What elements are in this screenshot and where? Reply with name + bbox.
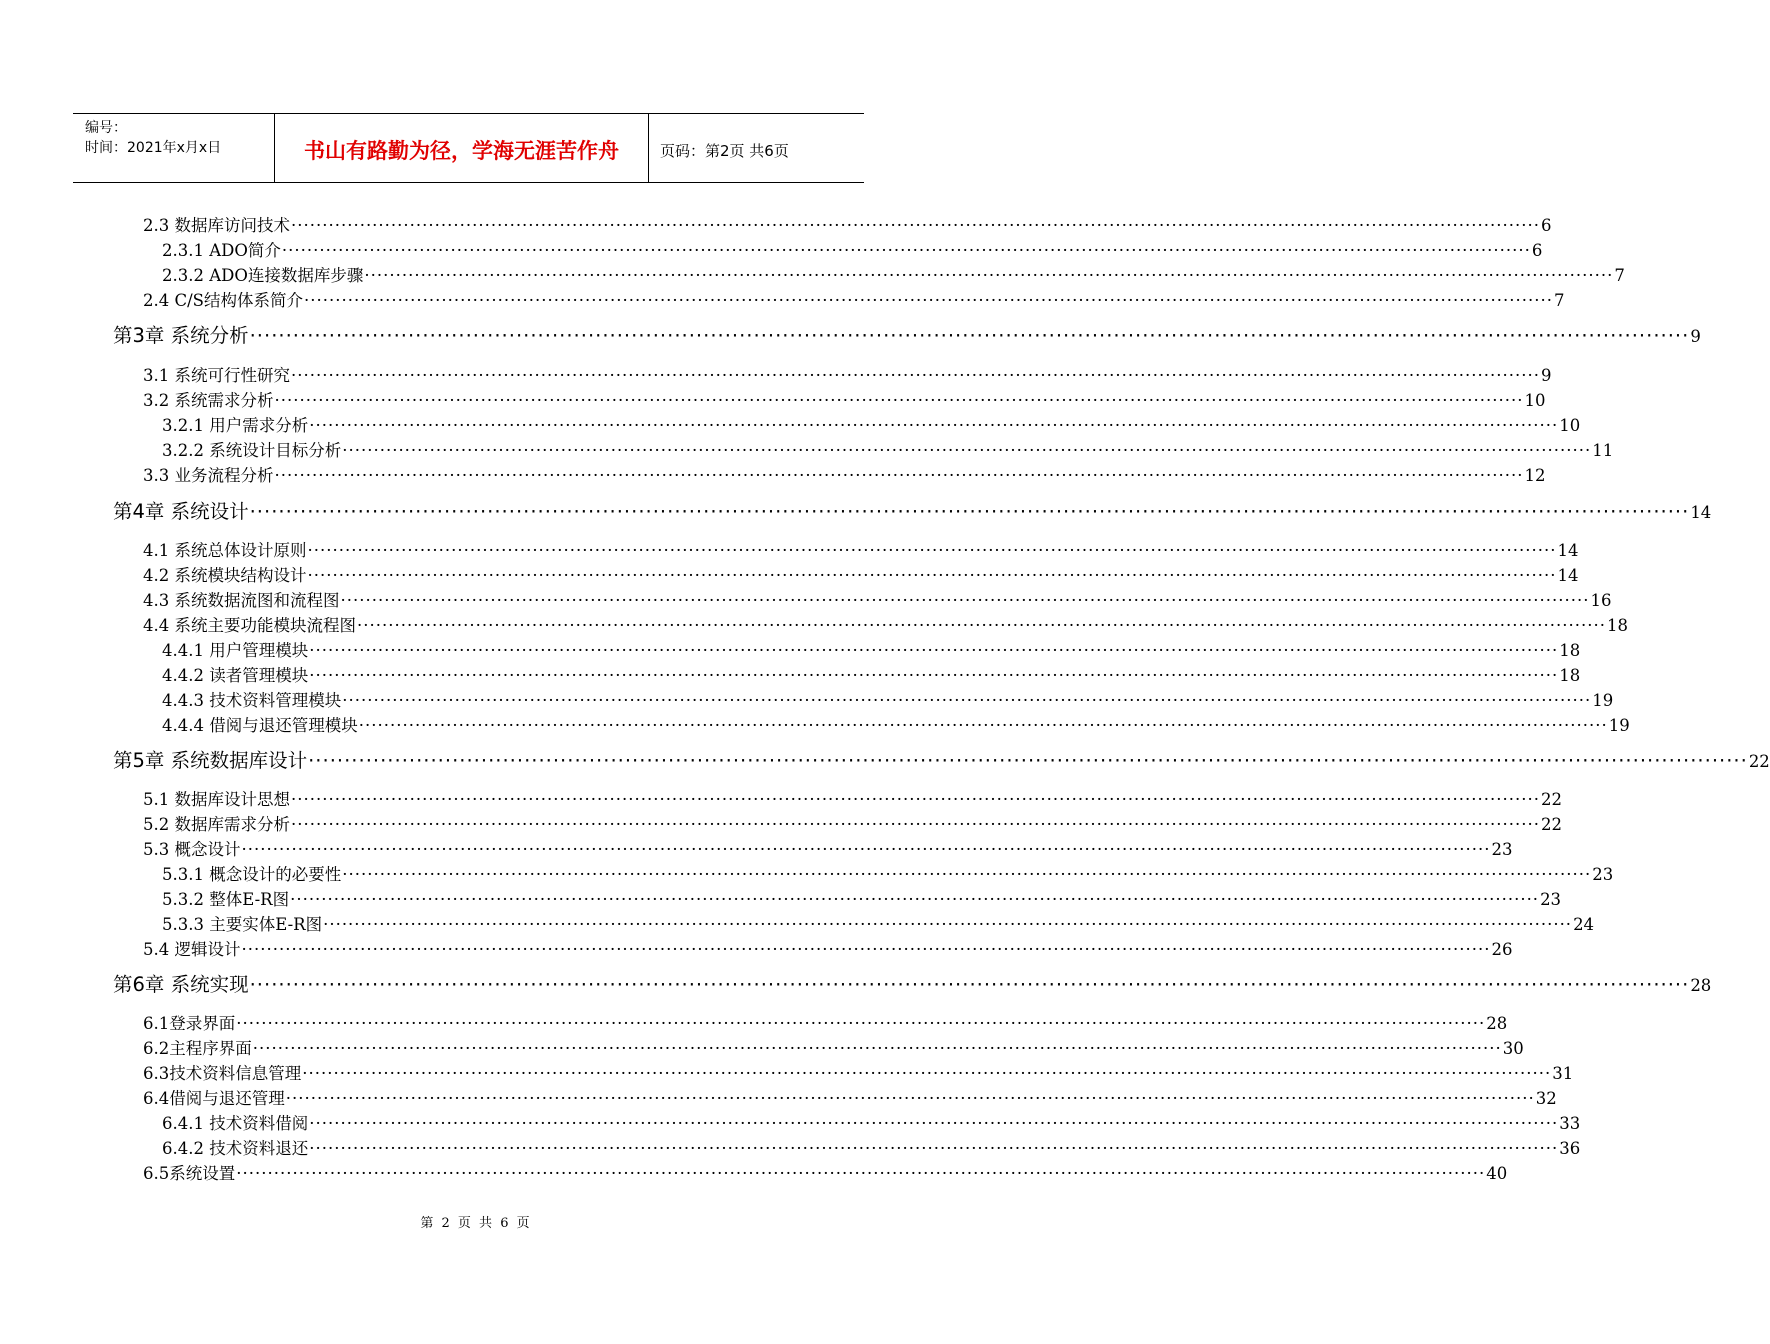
toc-leader-dots: ········································································································································································································ xyxy=(357,616,1606,635)
toc-entry-page: 10 xyxy=(1524,391,1546,410)
toc-chapter-entry xyxy=(113,745,1770,773)
toc-entry-page: 7 xyxy=(1553,291,1565,310)
toc-entry-page: 23 xyxy=(1491,840,1513,859)
toc-leader-dots: ········································································································································································································ xyxy=(291,366,1540,385)
toc-entry xyxy=(143,1035,1524,1059)
toc-leader-dots: ········································································································································································································ xyxy=(342,441,1592,460)
toc-entry-title: 2.3.2 ADO连接数据库步骤 xyxy=(162,266,364,285)
toc-entry-page: 22 xyxy=(1540,815,1562,834)
toc-entry-title: 5.1 数据库设计思想 xyxy=(143,790,290,809)
toc-entry-title: 6.5系统设置 xyxy=(143,1164,236,1183)
toc-entry-title: 第4章 系统设计 xyxy=(113,500,249,523)
toc-entry-page: 10 xyxy=(1559,416,1581,435)
toc-leader-dots: ········································································································································································································ xyxy=(285,1089,1535,1108)
toc-leader-dots: ········································································································································································································ xyxy=(291,815,1540,834)
toc-entry-title: 6.4.2 技术资料退还 xyxy=(162,1139,309,1158)
toc-entry-page: 30 xyxy=(1502,1039,1524,1058)
toc-leader-dots: ········································································································································································································ xyxy=(274,466,1524,485)
toc-chapter-entry xyxy=(113,320,1701,348)
toc-entry-title: 6.4.1 技术资料借阅 xyxy=(162,1114,309,1133)
toc-entry-page: 22 xyxy=(1540,790,1562,809)
page-footer: 第 2 页 共 6 页 xyxy=(420,1216,530,1231)
toc-entry-title: 4.3 系统数据流图和流程图 xyxy=(143,591,340,610)
toc-entry-title: 4.4.4 借阅与退还管理模块 xyxy=(162,716,358,735)
toc-leader-dots: ········································································································································································································ xyxy=(241,940,1491,959)
toc-entry xyxy=(143,786,1562,810)
toc-entry-page: 40 xyxy=(1486,1164,1508,1183)
toc-entry xyxy=(143,612,1628,636)
toc-entry-title: 4.4 系统主要功能模块流程图 xyxy=(143,616,356,635)
toc-entry xyxy=(162,637,1581,661)
toc-leader-dots: ········································································································································································································ xyxy=(281,241,1531,260)
toc-entry xyxy=(162,1110,1581,1134)
header-page-code: 页码：第2页 共6页 xyxy=(660,141,789,160)
toc-entry-title: 3.3 业务流程分析 xyxy=(143,466,274,485)
toc-leader-dots: ········································································································································································································ xyxy=(307,541,1557,560)
toc-entry xyxy=(162,437,1614,461)
toc-entry-page: 9 xyxy=(1690,327,1701,346)
toc-leader-dots: ········································································································································································································ xyxy=(364,266,1614,285)
toc-chapter-entry xyxy=(113,496,1712,524)
toc-entry xyxy=(143,587,1612,611)
toc-entry xyxy=(162,262,1625,286)
document-time-label: 时间：2021年x月x日 xyxy=(85,140,222,156)
toc-leader-dots: ········································································································································································································ xyxy=(236,1164,1486,1183)
toc-entry xyxy=(143,362,1552,386)
toc-entry-page: 12 xyxy=(1524,466,1546,485)
toc-leader-dots: ········································································································································································································ xyxy=(241,840,1491,859)
toc-entry xyxy=(143,836,1513,860)
toc-entry xyxy=(162,687,1614,711)
toc-leader-dots: ········································································································································································································ xyxy=(249,973,1690,996)
toc-entry xyxy=(162,412,1581,436)
toc-leader-dots: ········································································································································································································ xyxy=(340,591,1590,610)
toc-entry xyxy=(162,861,1614,885)
toc-leader-dots: ········································································································································································································ xyxy=(309,1114,1559,1133)
document-number-label: 编号： xyxy=(85,120,127,136)
toc-entry-title: 6.1登录界面 xyxy=(143,1014,236,1033)
toc-entry-page: 19 xyxy=(1592,691,1614,710)
toc-entry-title: 5.3 概念设计 xyxy=(143,840,241,859)
toc-leader-dots: ········································································································································································································ xyxy=(323,915,1573,934)
toc-entry-title: 6.2主程序界面 xyxy=(143,1039,252,1058)
toc-entry xyxy=(162,911,1595,935)
toc-entry-title: 4.1 系统总体设计原则 xyxy=(143,541,307,560)
toc-entry xyxy=(143,387,1546,411)
toc-leader-dots: ········································································································································································································ xyxy=(309,666,1559,685)
toc-entry-page: 6 xyxy=(1531,241,1543,260)
toc-entry-title: 5.3.2 整体E-R图 xyxy=(162,890,290,909)
toc-entry-title: 5.3.1 概念设计的必要性 xyxy=(162,865,342,884)
page-header xyxy=(73,113,864,183)
toc-entry-page: 6 xyxy=(1540,216,1552,235)
toc-entry-title: 第5章 系统数据库设计 xyxy=(113,749,308,772)
toc-entry-title: 3.2 系统需求分析 xyxy=(143,391,274,410)
toc-entry-page: 28 xyxy=(1486,1014,1508,1033)
toc-entry-title: 2.3.1 ADO简介 xyxy=(162,241,281,260)
toc-entry-page: 23 xyxy=(1540,890,1562,909)
toc-leader-dots: ········································································································································································································ xyxy=(274,391,1524,410)
toc-entry-page: 22 xyxy=(1748,752,1770,771)
toc-leader-dots: ········································································································································································································ xyxy=(309,416,1559,435)
toc-leader-dots: ········································································································································································································ xyxy=(249,500,1690,523)
toc-entry-page: 9 xyxy=(1540,366,1552,385)
toc-chapter-entry xyxy=(113,969,1712,997)
toc-entry xyxy=(143,1085,1557,1109)
toc-entry xyxy=(143,1010,1508,1034)
toc-entry-page: 31 xyxy=(1552,1064,1574,1083)
toc-entry-title: 6.4借阅与退还管理 xyxy=(143,1089,285,1108)
toc-entry-page: 23 xyxy=(1592,865,1614,884)
toc-leader-dots: ········································································································································································································ xyxy=(236,1014,1486,1033)
toc-entry-title: 3.1 系统可行性研究 xyxy=(143,366,290,385)
toc-entry xyxy=(143,287,1565,311)
toc-entry-title: 4.4.1 用户管理模块 xyxy=(162,641,309,660)
toc-entry-page: 18 xyxy=(1606,616,1628,635)
toc-leader-dots: ········································································································································································································ xyxy=(291,790,1540,809)
toc-entry xyxy=(143,936,1513,960)
toc-entry-title: 4.2 系统模块结构设计 xyxy=(143,566,307,585)
toc-entry-page: 16 xyxy=(1590,591,1612,610)
toc-entry-page: 14 xyxy=(1557,566,1579,585)
toc-leader-dots: ········································································································································································································ xyxy=(303,291,1553,310)
toc-entry-page: 32 xyxy=(1535,1089,1557,1108)
toc-leader-dots: ········································································································································································································ xyxy=(307,566,1557,585)
toc-entry-page: 24 xyxy=(1573,915,1595,934)
toc-entry xyxy=(143,212,1552,236)
toc-entry xyxy=(162,1135,1581,1159)
toc-leader-dots: ········································································································································································································ xyxy=(252,1039,1502,1058)
toc-entry xyxy=(162,712,1630,736)
toc-leader-dots: ········································································································································································································ xyxy=(342,691,1592,710)
toc-entry-page: 26 xyxy=(1491,940,1513,959)
toc-entry xyxy=(143,462,1546,486)
toc-entry-page: 18 xyxy=(1559,666,1581,685)
toc-entry xyxy=(162,662,1581,686)
toc-entry-title: 第3章 系统分析 xyxy=(113,324,249,347)
toc-entry-title: 6.3技术资料信息管理 xyxy=(143,1064,302,1083)
toc-leader-dots: ········································································································································································································ xyxy=(291,216,1540,235)
toc-entry-title: 3.2.1 用户需求分析 xyxy=(162,416,309,435)
toc-leader-dots: ········································································································································································································ xyxy=(309,641,1559,660)
toc-entry-page: 36 xyxy=(1559,1139,1581,1158)
toc-leader-dots: ········································································································································································································ xyxy=(342,865,1592,884)
header-meta xyxy=(73,114,275,182)
toc-entry xyxy=(143,1060,1574,1084)
toc-leader-dots: ········································································································································································································ xyxy=(358,716,1608,735)
toc-entry xyxy=(162,237,1543,261)
toc-leader-dots: ········································································································································································································ xyxy=(309,1139,1559,1158)
toc-entry-title: 5.4 逻辑设计 xyxy=(143,940,241,959)
toc-entry-page: 14 xyxy=(1557,541,1579,560)
toc-entry-title: 4.4.3 技术资料管理模块 xyxy=(162,691,342,710)
toc-entry-page: 14 xyxy=(1690,503,1712,522)
toc-entry-page: 19 xyxy=(1608,716,1630,735)
toc-entry-page: 28 xyxy=(1690,976,1712,995)
toc-entry-page: 11 xyxy=(1592,441,1614,460)
toc-entry-page: 7 xyxy=(1614,266,1625,285)
toc-entry-title: 4.4.2 读者管理模块 xyxy=(162,666,309,685)
toc-entry-title: 5.2 数据库需求分析 xyxy=(143,815,290,834)
toc-entry xyxy=(143,1160,1508,1184)
toc-entry-title: 3.2.2 系统设计目标分析 xyxy=(162,441,342,460)
toc-entry-page: 18 xyxy=(1559,641,1581,660)
toc-entry-title: 5.3.3 主要实体E-R图 xyxy=(162,915,323,934)
toc-leader-dots: ········································································································································································································ xyxy=(290,890,1540,909)
toc-entry xyxy=(143,537,1579,561)
toc-entry xyxy=(162,886,1562,910)
toc-entry xyxy=(143,811,1562,835)
toc-entry-title: 2.3 数据库访问技术 xyxy=(143,216,290,235)
toc-leader-dots: ········································································································································································································ xyxy=(308,749,1748,772)
toc-leader-dots: ········································································································································································································ xyxy=(302,1064,1552,1083)
header-motto: 书山有路勤为径，学海无涯苦作舟 xyxy=(275,114,649,182)
toc-leader-dots: ········································································································································································································ xyxy=(249,324,1690,347)
toc-entry-title: 2.4 C/S结构体系简介 xyxy=(143,291,303,310)
toc-entry-title: 第6章 系统实现 xyxy=(113,973,249,996)
toc-entry xyxy=(143,562,1579,586)
toc-entry-page: 33 xyxy=(1559,1114,1581,1133)
